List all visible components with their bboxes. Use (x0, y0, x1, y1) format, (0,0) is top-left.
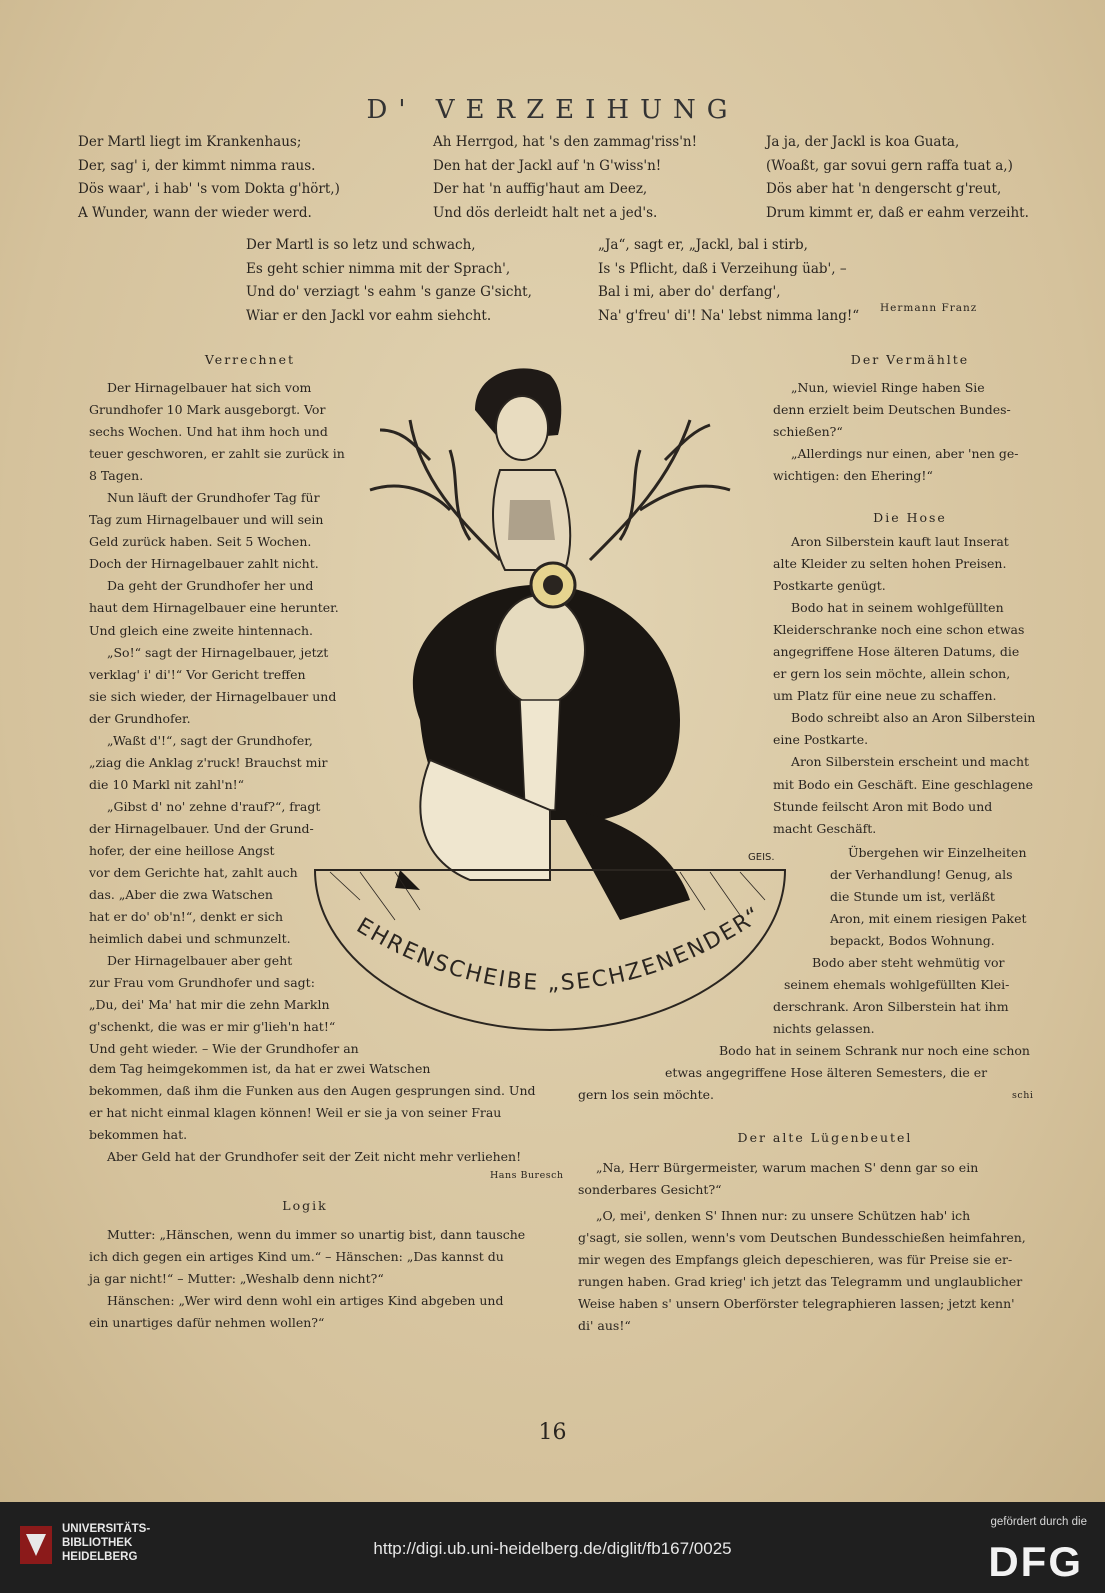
text-line: bepackt, Bodos Wohnung. (830, 933, 995, 948)
text-line: „Waßt d'!“, sagt der Grundhofer, (107, 732, 313, 748)
poem-line: Es geht schier nimma mit der Sprach', (246, 260, 511, 277)
hose-author: schi (1012, 1090, 1034, 1101)
text-line: der Hirnagelbauer. Und der Grund- (89, 820, 314, 836)
text-line: Übergehen wir Einzelheiten (848, 845, 1027, 860)
text-line: Und geht wieder. – Wie der Grundhofer an (89, 1041, 359, 1057)
text-line: Bodo schreibt also an Aron Silberstein (791, 710, 1036, 726)
text-line: Aron Silberstein erscheint und macht (791, 754, 1030, 770)
text-line: derschrank. Aron Silberstein hat ihm (773, 999, 1009, 1014)
text-line: nichts gelassen. (773, 1021, 875, 1036)
text-line: sechs Wochen. Und hat ihm hoch und (89, 424, 328, 440)
artist-signature: GEIS. (748, 852, 775, 863)
poem-line: Der Martl is so letz und schwach, (246, 237, 476, 253)
text-line: Kleiderschranke noch eine schon etwas (773, 622, 1025, 638)
text-line: Weise haben s' unsern Oberförster telegraphieren lassen; jetzt kenn' (578, 1296, 1015, 1311)
illustration-stag-man (300, 340, 800, 1060)
text-line: Aron, mit einem riesigen Paket (830, 911, 1027, 926)
text-line: „Na, Herr Bürgermeister, warum machen S' denn gar so ein (596, 1160, 979, 1175)
viewer-footer (0, 1502, 1105, 1593)
poem-line: Der Martl liegt im Krankenhaus; (78, 134, 302, 150)
text-line: „So!“ sagt der Hirnagelbauer, jetzt (107, 644, 329, 660)
text-line: Da geht der Grundhofer her und (107, 578, 314, 594)
poem-line: Wiar er den Jackl vor eahm siehcht. (246, 307, 492, 324)
heading-hose: Die Hose (873, 510, 947, 525)
text-line: wichtigen: den Ehering!“ (773, 468, 933, 484)
text-line: „Du, dei' Ma' hat mir die zehn Markln (89, 997, 330, 1013)
text-line: sie sich wieder, der Hirnagelbauer und (89, 688, 337, 704)
poem-line: A Wunder, wann der wieder werd. (78, 204, 312, 221)
text-line: schießen?“ (773, 424, 843, 440)
text-line: hofer, der eine heillose Angst (89, 842, 275, 858)
poem-line: (Woaßt, gar sovui gern raffa tuat a,) (766, 157, 1013, 174)
text-line: teuer geschworen, er zahlt sie zurück in (89, 446, 345, 462)
text-line: Bodo hat in seinem Schrank nur noch eine schon (719, 1043, 1030, 1058)
text-line: gern los sein möchte. (578, 1087, 714, 1102)
text-line: alte Kleider zu selten hohen Preisen. (773, 556, 1007, 572)
poem-line: Der hat 'n auffig'haut am Deez, (433, 181, 648, 197)
text-line: dem Tag heimgekommen ist, da hat er zwei Watschen (89, 1061, 431, 1076)
text-line: heimlich dabei und schmunzelt. (89, 931, 291, 947)
poem-line: Drum kimmt er, daß er eahm verzeiht. (766, 204, 1029, 221)
text-line: verklag' i' di'!“ Vor Gericht treffen (89, 666, 306, 682)
text-line: Bodo aber steht wehmütig vor (812, 955, 1005, 970)
text-line: etwas angegriffene Hose älteren Semesters, die er (665, 1065, 988, 1080)
text-line: g'schenkt, die was er mir g'lieh'n hat!“ (89, 1019, 336, 1035)
text-line: „O, mei', denken S' Ihnen nur: zu unsere Schützen hab' ich (596, 1208, 971, 1223)
permalink-url[interactable]: http://digi.ub.uni-heidelberg.de/diglit/fb167/0025 (373, 1539, 732, 1558)
text-line: „Gibst d' no' zehne d'rauf?“, fragt (107, 798, 321, 814)
verrechnet-author: Hans Buresch (490, 1170, 564, 1181)
text-line: Doch der Hirnagelbauer zahlt nicht. (89, 556, 319, 572)
text-line: bekommen hat. (89, 1127, 188, 1142)
text-line: sonderbares Gesicht?“ (578, 1182, 722, 1197)
library-name: UNIVERSITÄTS- BIBLIOTHEK HEIDELBERG (62, 1523, 151, 1563)
heading-logik: Logik (282, 1198, 328, 1213)
poem-stanza-3 (766, 131, 1029, 225)
text-line: Aron Silberstein kauft laut Inserat (791, 534, 1009, 549)
man-figure (395, 563, 690, 920)
text-line: rungen haben. Grad krieg' ich jetzt das Telegramm und unglaublicher (578, 1274, 1023, 1289)
poem-line: Und do' verziagt 's eahm 's ganze G'sicht, (246, 284, 532, 300)
text-line: ein unartiges dafür nehmen wollen?“ (89, 1315, 325, 1330)
poem-line: Dös waar', i hab' 's vom Dokta g'hört,) (78, 181, 340, 197)
text-line: ja gar nicht!“ – Mutter: „Weshalb denn nicht?“ (89, 1271, 384, 1286)
text-line: bekommen, daß ihm die Funken aus den Augen gesprungen sind. Und (89, 1083, 536, 1098)
text-line: Aber Geld hat der Grundhofer seit der Zeit nicht mehr verliehen! (107, 1149, 522, 1164)
poem-line: Na' g'freu' di'! Na' lebst nimma lang!“ (598, 307, 860, 324)
poem-line: Und dös derleidt halt net a jed's. (433, 204, 658, 221)
text-line: „Nun, wieviel Ringe haben Sie (791, 380, 985, 395)
text-line: Hänschen: „Wer wird denn wohl ein artiges Kind abgeben und (107, 1293, 504, 1308)
text-line: mit Bodo ein Geschäft. Eine geschlagene (773, 776, 1034, 792)
text-line: g'sagt, sie sollen, wenn's vom Deutschen Bundesschießen heimfahren, (578, 1230, 1026, 1245)
poem-title: D' VERZEIHUNG (366, 95, 739, 125)
text-line: Tag zum Hirnagelbauer und will sein (89, 512, 324, 528)
text-line: haut dem Hirnagelbauer eine herunter. (89, 600, 339, 616)
text-line: Mutter: „Hänschen, wenn du immer so unartig bist, dann tausche (107, 1227, 526, 1242)
text-line: der Grundhofer. (89, 710, 191, 726)
poem-line: Ah Herrgod, hat 's den zammag'riss'n! (433, 134, 698, 150)
text-line: hat er do' ob'n!“, denkt er sich (89, 909, 283, 925)
poem-line: Dös aber hat 'n dengerscht g'reut, (766, 181, 1002, 197)
text-line: Stunde feilscht Aron mit Bodo und (773, 798, 993, 814)
poem-line: Is 's Pflicht, daß i Verzeihung üab', – (598, 260, 847, 277)
text-line: ich dich gegen ein artiges Kind um.“ – Hänschen: „Das kannst du (89, 1249, 504, 1264)
text-line: vor dem Gerichte hat, zahlt auch (89, 865, 298, 881)
poem-stanza-1 (78, 131, 340, 225)
poem-line: Den hat der Jackl auf 'n G'wiss'n! (433, 157, 662, 174)
text-line: eine Postkarte. (773, 732, 869, 748)
text-line: Und gleich eine zweite hintennach. (89, 622, 313, 638)
text-line: er gern los sein möchte, allein schon, (773, 666, 1011, 682)
text-line: die 10 Markl nit zahl'n!“ (89, 776, 245, 792)
text-line: Bodo hat in seinem wohlgefüllten (791, 600, 1004, 616)
text-line: seinem ehemals wohlgefüllten Klei- (784, 977, 1010, 992)
heading-vermaehlte: Der Vermählte (850, 352, 970, 367)
hose-text (773, 531, 1035, 840)
vermaehlte-text (773, 377, 1019, 487)
text-line: die Stunde um ist, verläßt (830, 889, 995, 904)
text-line: 8 Tagen. (89, 468, 144, 484)
text-line: „Allerdings nur einen, aber 'nen ge- (791, 446, 1019, 462)
text-line: das. „Aber die zwa Watschen (89, 887, 273, 903)
heading-luegenbeutel: Der alte Lügenbeutel (737, 1130, 913, 1145)
text-line: Grundhofer 10 Mark ausgeborgt. Vor (89, 402, 326, 418)
poem-stanza-2 (433, 131, 697, 225)
sponsor-note: gefördert durch die (990, 1516, 1087, 1528)
poem-stanza-5 (598, 234, 859, 328)
text-line: er hat nicht einmal klagen können! Weil er sie ja von seiner Frau (89, 1105, 502, 1120)
poem-stanza-4 (246, 234, 532, 328)
text-line: mir wegen des Empfangs gleich depeschieren, was für Preise sie er- (578, 1252, 1013, 1267)
banner-text: EHRENSCHEIBE „SECHZENENDER“ (352, 901, 767, 997)
text-line: Geld zurück haben. Seit 5 Wochen. (89, 534, 312, 550)
poem-line: Der, sag' i, der kimmt nimma raus. (78, 157, 316, 174)
text-line: um Platz für eine neue zu schaffen. (773, 688, 997, 704)
text-line: di' aus!“ (578, 1318, 631, 1333)
dfg-logo[interactable]: DFG (988, 1538, 1083, 1585)
text-line: denn erzielt beim Deutschen Bundes- (773, 402, 1011, 418)
text-line: der Verhandlung! Genug, als (830, 867, 1013, 882)
text-line: Nun läuft der Grundhofer Tag für (107, 490, 320, 506)
text-line: zur Frau vom Grundhofer und sagt: (89, 975, 315, 991)
poem-line: Bal i mi, aber do' derfang', (598, 284, 781, 300)
poem-line: Ja ja, der Jackl is koa Guata, (766, 134, 960, 150)
page-number: 16 (538, 1420, 567, 1445)
text-line: Der Hirnagelbauer hat sich vom (107, 380, 312, 395)
poem-author: Hermann Franz (880, 302, 978, 314)
poem-line: „Ja“, sagt er, „Jackl, bal i stirb, (598, 237, 808, 253)
woman-figure (475, 368, 570, 570)
text-line: „ziag die Anklag z'ruck! Brauchst mir (89, 754, 328, 770)
text-line: Der Hirnagelbauer aber geht (107, 953, 293, 969)
text-line: Postkarte genügt. (773, 578, 886, 594)
heading-verrechnet: Verrechnet (204, 352, 296, 367)
text-line: macht Geschäft. (773, 820, 877, 836)
text-line: angegriffene Hose älteren Datums, die (773, 644, 1020, 660)
